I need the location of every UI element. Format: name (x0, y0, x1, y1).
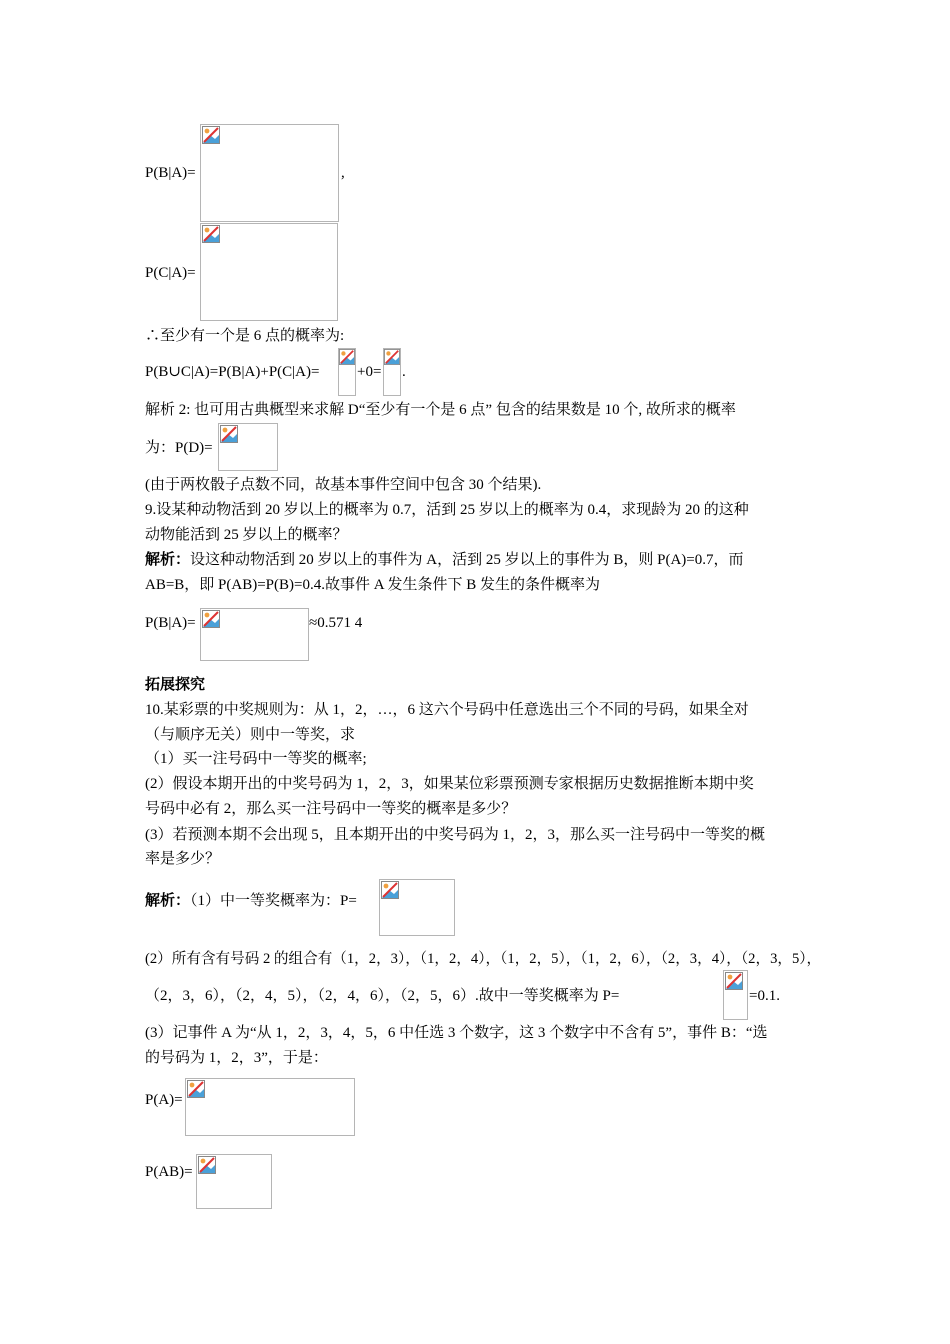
broken-image-icon (725, 972, 743, 990)
formula-pca (145, 262, 196, 284)
text-line: 10.某彩票的中奖规则为：从 1，2，…，6 这六个号码中任意选出三个不同的号码，如果全对 (145, 702, 749, 718)
text-line: 的号码为 1，2，3”，于是： (145, 1050, 328, 1066)
text: P(B|A)= (145, 165, 196, 181)
broken-image-icon (202, 610, 220, 628)
formula-image (383, 348, 401, 396)
text-line: (3）记事件 A 为“从 1，2，3，4，5，6 中任选 3 个数字，这 3 个数字中不含有 5”，事件 B：“选 (145, 1025, 768, 1041)
broken-image-icon (187, 1080, 205, 1098)
text-line: （1）买一注号码中一等奖的概率; (145, 751, 367, 767)
text-line: (2）假设本期开出的中奖号码为 1，2，3，如果某位彩票预测专家根据历史数据推断本期中奖 (145, 776, 754, 792)
formula-pba-2: P(B|A)= (145, 615, 196, 631)
formula-image (200, 124, 339, 222)
text: P(C|A)= (145, 265, 196, 281)
broken-image-icon (202, 126, 220, 144)
broken-image-icon (381, 881, 399, 899)
text-line: AB=B，即 P(AB)=P(B)=0.4.故事件 A 发生条件下 B 发生的条件概率为 (145, 577, 600, 593)
text-line: 为：P(D)= (145, 440, 213, 456)
text: +0= (357, 364, 382, 380)
formula-union (145, 361, 319, 383)
formula-image (185, 1078, 355, 1136)
text: （1）中一等奖概率为：P= (190, 893, 357, 909)
text-line (145, 549, 743, 571)
text-line: 率是多少？ (145, 851, 221, 867)
text-line: (2）所有含有号码 2 的组合有（1，2，3），（1，2，4），（1，2，5），（1，2，6），（2，3，4），（2，3，5）， (145, 951, 822, 967)
broken-image-icon (339, 349, 355, 365)
broken-image-icon (198, 1156, 216, 1174)
broken-image-icon (202, 225, 220, 243)
formula-pa: P(A)= (145, 1092, 183, 1108)
formula-image (723, 970, 748, 1020)
formula-image (218, 423, 278, 471)
formula-pab: P(AB)= (145, 1164, 193, 1180)
text-line: 解析 2: 也可用古典概型来求解 D“至少有一个是 6 点” 包含的结果数是 10 个, 故所求的概率 (145, 402, 736, 418)
text-line: （与顺序无关）则中一等奖，求 (145, 727, 356, 743)
formula-image (196, 1154, 272, 1209)
broken-image-icon (384, 349, 400, 365)
text: . (402, 364, 406, 380)
text-line (145, 890, 357, 912)
text: =0.1. (749, 988, 780, 1004)
text: , (341, 165, 345, 181)
formula-image (379, 879, 455, 936)
text-line: 动物能活到 25 岁以上的概率？ (145, 527, 348, 543)
solution-label: 解析： (145, 552, 191, 568)
text-line: 号码中必有 2，那么买一注号码中一等奖的概率是多少？ (145, 801, 517, 817)
broken-image-icon (220, 425, 238, 443)
solution-label: 解析： (145, 893, 191, 909)
formula-pba-1 (145, 162, 196, 184)
text-line: （2，3，6），（2，4，5），（2，4，6），（2，5，6）.故中一等奖概率为 P= (145, 988, 620, 1004)
text: 设这种动物活到 20 岁以上的事件为 A，活到 25 岁以上的事件为 B，则 P(A)=0.7，而 (190, 552, 744, 568)
text-line: 9.设某种动物活到 20 岁以上的概率为 0.7，活到 25 岁以上的概率为 0.4，求现龄为 20 的这种 (145, 502, 749, 518)
text: P(B∪C|A)=P(B|A)+P(C|A)= (145, 364, 320, 380)
text-line: (3）若预测本期不会出现 5，且本期开出的中奖号码为 1，2，3，那么买一注号码中一等奖的概 (145, 827, 765, 843)
formula-tail (341, 162, 345, 184)
text-line: ∴至少有一个是 6 点的概率为: (145, 328, 345, 344)
formula-image (338, 348, 356, 396)
text: ≈0.571 4 (309, 615, 363, 631)
formula-image (200, 608, 309, 661)
text-line: (由于两枚骰子点数不同，故基本事件空间中包含 30 个结果). (145, 477, 542, 493)
formula-image (200, 223, 338, 321)
section-heading: 拓展探究 (145, 677, 206, 693)
